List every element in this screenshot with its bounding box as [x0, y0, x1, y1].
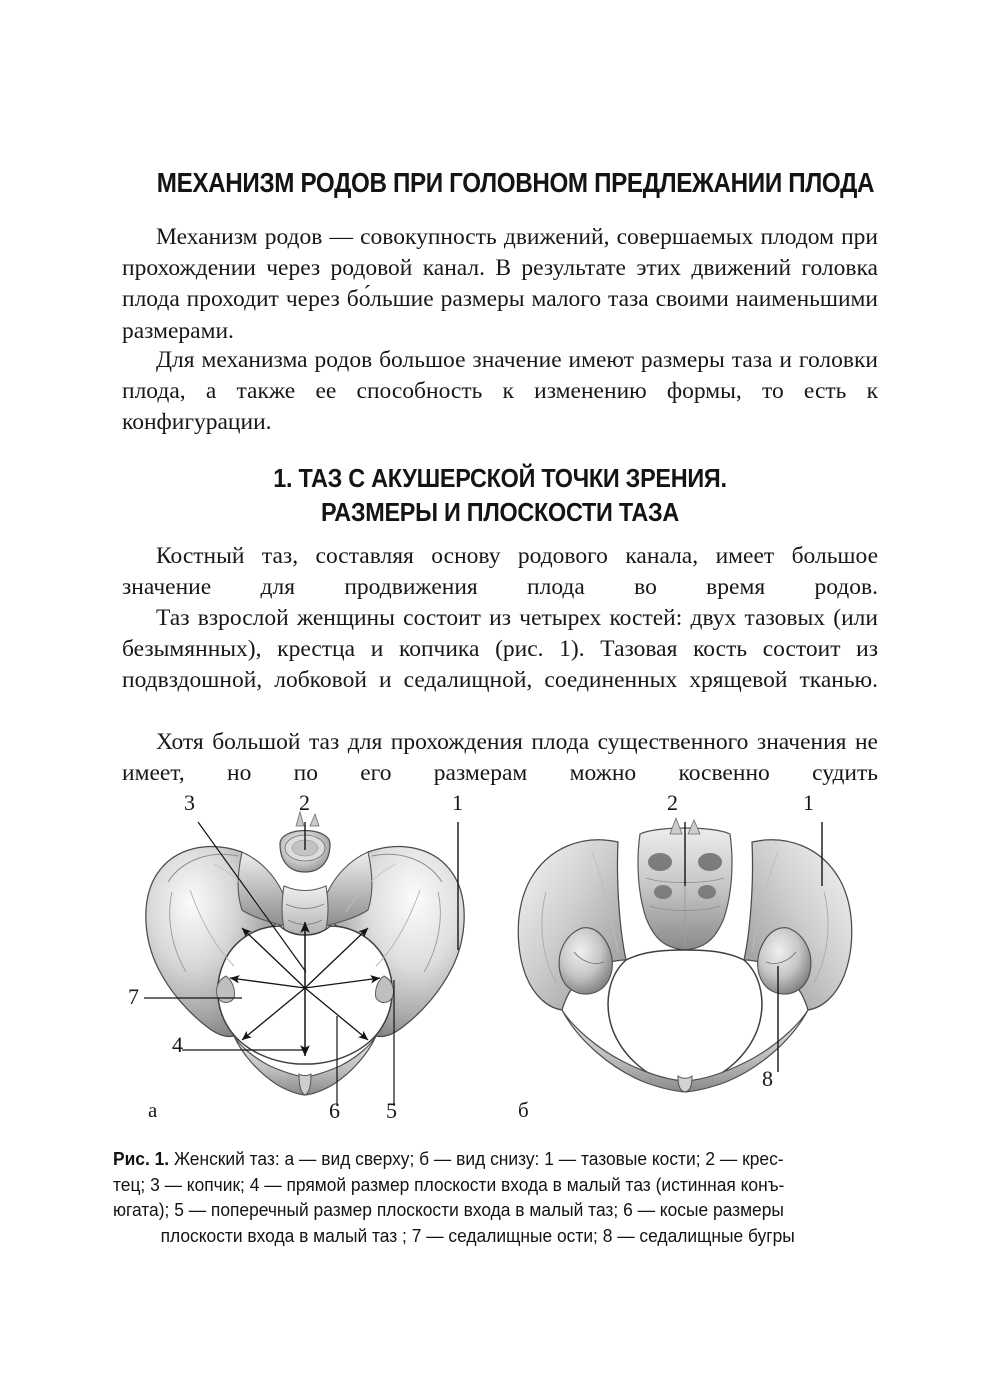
figure-a-label-4: 4: [172, 1032, 183, 1057]
caption-figure-number: Рис. 1.: [113, 1148, 170, 1169]
figure-panel-b-letter: б: [518, 1098, 529, 1122]
page-title: МЕХАНИЗМ РОДОВ ПРИ ГОЛОВНОМ ПРЕДЛЕЖАНИИ ПЛОДА: [156, 167, 875, 198]
paragraph-5-text: Хотя большой таз для прохождения плода существенного значения не имеет, но по его размерам можно косвенно судить: [122, 729, 878, 787]
paragraph-3-text: Костный таз, составляя основу родового канала, имеет большое значение для продвижения плода во время родов.: [122, 543, 878, 601]
caption-line-2: тец; 3 — копчик; 4 — прямой размер плоскости входа в малый таз (истинная конъ-: [113, 1173, 785, 1195]
caption-line-3: югата); 5 — поперечный размер плоскости входа в малый таз; 6 — косые размеры: [113, 1199, 784, 1220]
caption-line-1-text: Женский таз: а — вид сверху; б — вид снизу: 1 — тазовые кости; 2 — крес-: [169, 1148, 784, 1169]
pelvis-superior-view-illustration: [130, 800, 480, 1130]
pelvis-inferior-view-illustration: [500, 800, 870, 1130]
figure-a-label-1: 1: [452, 790, 463, 815]
paragraph-4: [122, 603, 878, 728]
figure-a-label-6: 6: [329, 1098, 340, 1123]
figure-a-label-2: 2: [299, 790, 310, 815]
figure-a-label-5: 5: [386, 1098, 397, 1123]
caption-line-1: [113, 1146, 842, 1172]
figure-b-label-8: 8: [762, 1066, 773, 1091]
paragraph-4-text: Таз взрослой женщины состоит из четырех костей: двух тазовых (или безымянных), крестца и копчика (рис. 1). Тазовая кость состоит из подвздошной, лобковой и седалищной, соединенных хрящевой тканью.: [122, 605, 878, 694]
paragraph-2: [122, 345, 878, 470]
figure-caption: [113, 1146, 842, 1248]
figure-b-label-2: 2: [667, 790, 678, 815]
figure-a-label-3: 3: [184, 790, 195, 815]
paragraph-2-text: Для механизма родов большое значение имеют размеры таза и головки плода, а также ее способность к изменению формы, то есть к конфигурации.: [122, 347, 878, 436]
figure-panel-a-letter: а: [148, 1098, 158, 1122]
section-title-line-2: РАЗМЕРЫ И ПЛОСКОСТИ ТАЗА: [320, 497, 680, 527]
caption-line-4: плоскости входа в малый таз ; 7 — седалищные ости; 8 — седалищные бугры: [160, 1224, 795, 1246]
figure-panel-a: [130, 800, 480, 1130]
figure-1: [0, 790, 1000, 1140]
figure-b-label-1: 1: [803, 790, 814, 815]
section-title-line-1: 1. ТАЗ С АКУШЕРСКОЙ ТОЧКИ ЗРЕНИЯ.: [273, 463, 727, 493]
figure-panel-b: [500, 800, 870, 1130]
figure-a-label-7: 7: [128, 984, 139, 1009]
paragraph-1-text: Механизм родов — совокупность движений, совершаемых плодом при прохождении через родовой канал. В результате этих движений головка плода проходит через бо́льшие размеры малого таза своими наименьшими размерами.: [122, 224, 878, 344]
